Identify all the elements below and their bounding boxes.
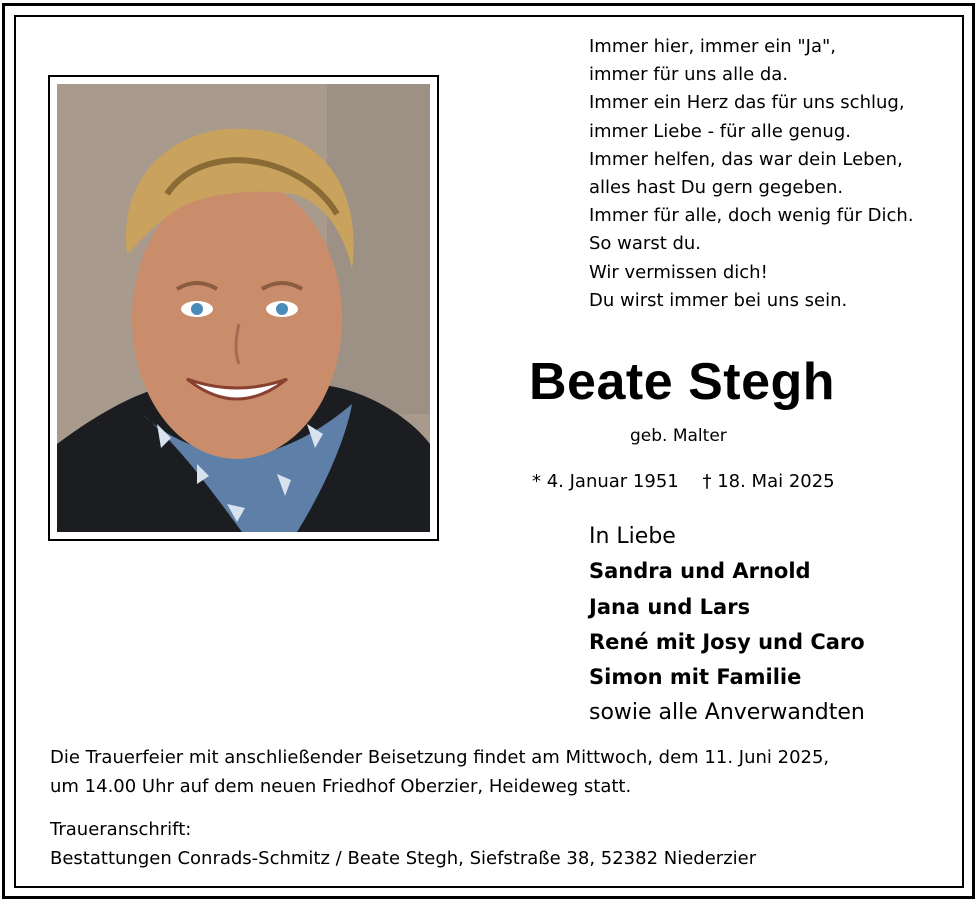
portrait-photo bbox=[57, 84, 430, 532]
mourners-signature bbox=[589, 519, 865, 731]
portrait-illustration bbox=[57, 84, 430, 532]
address-label: Traueranschrift: bbox=[50, 819, 192, 840]
birth-name: geb. Malter bbox=[630, 426, 727, 446]
mourner-name: Sandra und Arnold bbox=[589, 559, 811, 584]
poem-line: immer für uns alle da. bbox=[589, 64, 789, 86]
death-date: † 18. Mai 2025 bbox=[702, 471, 835, 492]
poem-line: Immer für alle, doch wenig für Dich. bbox=[589, 205, 914, 227]
mourner-name: Jana und Lars bbox=[589, 594, 751, 619]
poem-line: Immer helfen, das war dein Leben, bbox=[589, 148, 903, 170]
poem-line: alles hast Du gern gegeben. bbox=[589, 177, 844, 199]
mourner-name: René mit Josy und Caro bbox=[589, 629, 865, 654]
life-dates bbox=[532, 471, 835, 492]
poem-line: So warst du. bbox=[589, 233, 702, 255]
poem-line: Wir vermissen dich! bbox=[589, 261, 768, 283]
signature-closing: sowie alle Anverwandten bbox=[589, 700, 865, 726]
poem-line: Immer ein Herz das für uns schlug, bbox=[589, 92, 905, 114]
signature-intro: In Liebe bbox=[589, 524, 676, 549]
poem-line: immer Liebe - für alle genug. bbox=[589, 120, 851, 142]
poem-line: Du wirst immer bei uns sein. bbox=[589, 289, 848, 311]
portrait-frame bbox=[48, 75, 439, 541]
mourning-address bbox=[50, 815, 756, 873]
address-value: Bestattungen Conrads-Schmitz / Beate Stegh, Siefstraße 38, 52382 Niederzier bbox=[50, 848, 757, 869]
poem-line: Immer hier, immer ein "Ja", bbox=[589, 36, 836, 57]
funeral-notice bbox=[50, 743, 829, 801]
birth-date: * 4. Januar 1951 bbox=[532, 471, 679, 492]
funeral-line: um 14.00 Uhr auf dem neuen Friedhof Oberzier, Heideweg statt. bbox=[50, 776, 632, 797]
funeral-line: Die Trauerfeier mit anschließender Beisetzung findet am Mittwoch, dem 11. Juni 2025, bbox=[50, 747, 830, 768]
poem bbox=[589, 33, 914, 315]
deceased-name: Beate Stegh bbox=[529, 353, 836, 411]
mourner-name: Simon mit Familie bbox=[589, 665, 802, 690]
